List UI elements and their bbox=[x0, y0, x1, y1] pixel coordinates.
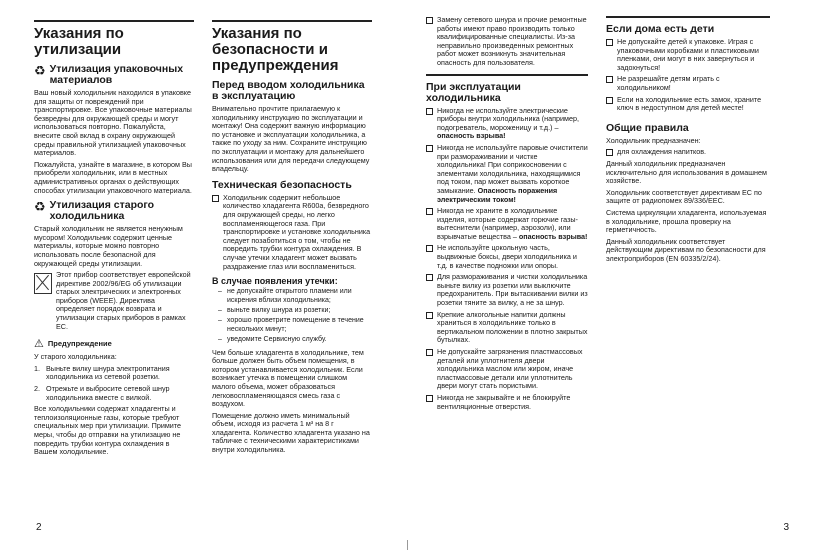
page-number-right: 3 bbox=[783, 522, 789, 533]
tech-safety-bullet: Холодильник содержит небольшое количество хладагента R600a, безвредного для окружающей среды, но легко воспламеняющегося газа. При транспортировке и установке холодильника следует позаботиться о том, чтобы не повредить трубки контура охлаждения. В случае утечки хладагент может вызвать раздражение глаз или воспламениться. bbox=[212, 194, 372, 271]
heading-rule bbox=[606, 16, 770, 18]
recycle-icon: ♻ bbox=[34, 63, 46, 78]
operation-bullet: Не допускайте загрязнения пластмассовых деталей или уплотнителя двери холодильника маслом или жиром, иначе пластмассовые детали или уплотнитель двери могут стать пористыми. bbox=[426, 348, 588, 391]
operation-bullet: Никогда не закрывайте и не блокируйте вентиляционные отверстия. bbox=[426, 394, 588, 411]
leak-item: – хорошо проветрите помещение в течение нескольких минут; bbox=[218, 317, 372, 334]
before-use-text: Внимательно прочтите прилагаемую к холодильнику инструкцию по эксплуатации и монтажу! Она содержит важную информацию по установке и эксплуатации холодильника, а также по уходу за ним. Сохраните инструкцию по эксплуатации и монтажу для дальнейшего использования или для передачи следующему владельцу. bbox=[212, 104, 370, 174]
general-bullet: для охлаждения напитков. bbox=[606, 148, 770, 157]
left-page bbox=[0, 0, 407, 551]
old-fridge-heading: Утилизация старого холодильника bbox=[49, 199, 155, 223]
warning-heading bbox=[34, 337, 194, 350]
safety-title: Указания по безопасности и предупреждения bbox=[212, 25, 339, 74]
general-heading: Общие правила bbox=[606, 121, 689, 134]
weee-block bbox=[34, 271, 194, 334]
general-text-4: Данный холодильник соответствует действующим директивам по безопасности для электроприборов (EN 60335/2/24). bbox=[606, 236, 766, 263]
disposal-title: Указания по утилизации bbox=[34, 25, 124, 58]
final-text: Все холодильники содержат хладагенты и теплоизоляционные газы, которые требуют специальных мер при утилизации. Примите меры, чтобы до отправки на утилизацию не повредить трубки контура охлаждения в Вашем холодильнике. bbox=[34, 404, 181, 457]
operation-bullet: Никогда не используйте паровые очистители при размораживании и чистке холодильника! При соприкосновении с элементами холодильника, находящимися под током, пар может вызвать короткое замыкание. Опасность поражения электрическим током! bbox=[426, 144, 588, 204]
operation-bullet: Не используйте цокольную часть, выдвижные боксы, двери холодильника и т.д. в качестве подножки или опоры. bbox=[426, 244, 588, 270]
old-fridge-text: Старый холодильник не является ненужным мусором! Холодильник содержит ценные материалы, которые можно повторно использовать после безопасной для окружающей среды утилизации. bbox=[34, 224, 183, 268]
leak-item: – уведомите Сервисную службу. bbox=[218, 336, 372, 344]
heading-rule bbox=[34, 20, 194, 22]
operation-bullet: Для размораживания и чистки холодильника выньте вилку из розетки или выключите предохранитель. При вытаскивании вилки из розетки тяните за вилку, а не за шнур. bbox=[426, 273, 588, 307]
operation-bullet: Никогда не храните в холодильнике изделия, которые содержат горючие газы-вытеснители (например, аэрозоли), или взрывчатые вещества – опасность взрыва! bbox=[426, 207, 588, 241]
heading-rule bbox=[212, 20, 372, 22]
children-bullet: Если на холодильнике есть замок, храните ключ в недоступном для детей месте! bbox=[606, 96, 770, 113]
children-bullet: Не разрешайте детям играть с холодильником! bbox=[606, 75, 770, 92]
leak-item: – не допускайте открытого пламени или искрения вблизи холодильника; bbox=[218, 288, 372, 305]
packaging-text-2: Пожалуйста, узнайте в магазине, в котором Вы приобрели холодильник, или в местных административных органах о действующих способах утилизации упаковочного материала. bbox=[34, 159, 192, 195]
min-volume-text: Помещение должно иметь минимальный объем, исходя из расчета 1 м³ на 8 г хладагента. Количество хладагента указано на табличке с техническими характеристиками внутри холодильника. bbox=[212, 410, 370, 455]
old-fridge-heading-row bbox=[34, 200, 194, 225]
crossed-bin-icon bbox=[34, 273, 52, 294]
general-text-1: Данный холодильник предназначен исключительно для использования в домашнем хозяйстве. bbox=[606, 158, 767, 186]
operation-heading: При эксплуатации холодильника bbox=[426, 80, 521, 104]
weee-text: Этот прибор соответствует европейской директиве 2002/96/EG об утилизации старых электрических и электронных приборов (WEEE). Директива определяет порядок возврата и утилизации старых приборов в рамках ЕС. bbox=[56, 270, 191, 331]
step-text: Отрежьте и выбросите сетевой шнур холодильника вместе с вилкой. bbox=[46, 384, 170, 402]
step-item bbox=[34, 365, 194, 382]
recycle-icon: ♻ bbox=[34, 199, 46, 215]
warning-label: Предупреждение bbox=[47, 339, 112, 349]
warning-intro: У старого холодильника: bbox=[34, 352, 117, 362]
room-volume-text: Чем больше хладагента в холодильнике, тем больше должен быть объем помещения, в котором устанавливается холодильник. Если возникает утечка в помещении слишком малого объема, может образоваться легковоспламеняющаяся смесь газа с воздухом. bbox=[212, 347, 364, 409]
column-children-general bbox=[606, 16, 770, 266]
children-heading: Если дома есть дети bbox=[606, 23, 715, 35]
general-intro: Холодильник предназначен: bbox=[606, 135, 701, 145]
before-use-heading: Перед вводом холодильника в эксплуатацию bbox=[212, 79, 365, 102]
children-bullet: Не допускайте детей к упаковке. Играя с упаковочными коробками и пластиковыми пленками, они могут в них завернуться и задохнуться! bbox=[606, 38, 770, 72]
general-text-3: Система циркуляции хладагента, используемая в холодильнике, прошла проверку на герметичность. bbox=[606, 207, 767, 235]
packaging-heading-row bbox=[34, 64, 194, 89]
operation-bullet: Никогда не используйте электрические приборы внутри холодильника (например, подогреватель, мороженицу и т.д.) – опасность взрыва! bbox=[426, 107, 588, 141]
column-safety bbox=[212, 20, 372, 458]
cord-replacement-bullet: Замену сетевого шнура и прочие ремонтные работы имеют право производить только квалифицированные специалисты. Из-за неправильно произведенных ремонтных работ может возникнуть значительная опасность для пользователя. bbox=[426, 16, 588, 68]
packaging-text: Ваш новый холодильник находился в упаковке для защиты от повреждений при транспортировке. Все упаковочные материалы безвредны для окружающей среды и могут использоваться повторно. Пожалуйста, внесите свой вклад в охрану окружающей среды правильной утилизацией упаковочных материалов. bbox=[34, 88, 192, 158]
step-item bbox=[34, 385, 194, 402]
leak-item: – выньте вилку шнура из розетки; bbox=[218, 307, 372, 315]
column-operation bbox=[426, 16, 588, 414]
leak-heading: В случае появления утечки: bbox=[212, 276, 338, 287]
heading-rule bbox=[426, 74, 588, 76]
packaging-heading: Утилизация упаковочных материалов bbox=[49, 63, 184, 86]
right-page bbox=[408, 0, 815, 551]
operation-bullet: Крепкие алкогольные напитки должны храниться в холодильнике только в вертикальном положении в плотно закрытых бутылках. bbox=[426, 311, 588, 345]
warning-triangle-icon: ⚠ bbox=[34, 338, 44, 351]
step-number: 1. bbox=[34, 363, 40, 373]
column-disposal bbox=[34, 20, 194, 460]
tech-safety-heading: Техническая безопасность bbox=[212, 178, 352, 191]
step-text: Выньте вилку шнура электропитания холодильника из сетевой розетки. bbox=[46, 363, 170, 382]
general-text-2: Холодильник соответствует директивам ЕС по защите от радиопомех 89/336/EEC. bbox=[606, 187, 762, 206]
page-number-left: 2 bbox=[36, 522, 42, 533]
step-number: 2. bbox=[34, 384, 40, 394]
